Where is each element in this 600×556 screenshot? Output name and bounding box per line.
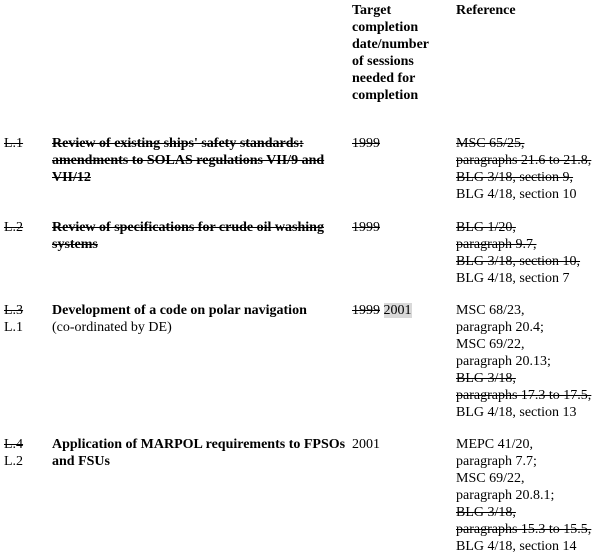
target-date [352,302,447,319]
target-date [352,436,447,453]
new-item-number: L.2 [4,454,24,469]
old-item-number: L.2 [4,220,24,235]
reference-list [456,135,600,203]
target-date [352,219,447,236]
item-subject [52,135,352,186]
reference-line: BLG 4/18, section 13 [456,405,577,420]
reference-line: paragraphs 21.6 to 21.8, [456,153,592,168]
header-reference: Reference [456,3,516,18]
reference-line: paragraph 9.7, [456,237,537,252]
item-number [4,302,44,336]
old-item-number: L.3 [4,303,24,318]
item-subject [52,302,352,336]
new-target-date: 2001 [383,303,412,318]
old-target-date: 1999 [352,220,380,235]
new-target-date: 2001 [352,437,380,452]
old-item-number: L.1 [4,136,24,151]
reference-line: paragraph 7.7; [456,454,537,469]
item-number [4,135,44,152]
reference-line: BLG 3/18, section 10, [456,254,581,269]
reference-line: BLG 4/18, section 10 [456,187,577,202]
target-date [352,135,447,152]
item-subject [52,219,352,253]
old-item-number: L.4 [4,437,24,452]
reference-list [456,219,600,287]
reference-line: BLG 1/20, [456,220,516,235]
item-title: Development of a code on polar navigation [52,303,307,318]
reference-line: BLG 3/18, section 9, [456,170,574,185]
reference-line: MSC 69/22, [456,337,525,352]
reference-line: MSC 65/25, [456,136,525,151]
reference-line: paragraphs 15.3 to 15.5, [456,522,592,537]
reference-line: BLG 4/18, section 7 [456,271,570,286]
new-item-number: L.1 [4,320,24,335]
item-number [4,219,44,236]
reference-line: BLG 3/18, [456,371,516,386]
item-title: Application of MARPOL requirements to FPSOs and FSUs [52,437,346,469]
item-title: Review of existing ships' safety standards: amendments to SOLAS regulations VII/9 and VII/12 [52,136,325,185]
reference-line: MEPC 41/20, [456,437,534,452]
reference-line: paragraph 20.8.1; [456,488,555,503]
item-note: (co-ordinated by DE) [52,320,172,335]
reference-line: paragraphs 17.3 to 17.5, [456,388,592,403]
item-subject [52,436,352,470]
item-number [4,436,44,470]
old-target-date: 1999 [352,303,380,318]
header-target-completion: Target completion date/number of sessions needed for completion [352,3,429,103]
reference-line: MSC 68/23, [456,303,525,318]
reference-line: paragraph 20.4; [456,320,544,335]
old-target-date: 1999 [352,136,380,151]
reference-line: BLG 4/18, section 14 [456,539,577,554]
reference-line: BLG 3/18, [456,505,516,520]
reference-list [456,436,600,555]
item-title: Review of specifications for crude oil washing systems [52,220,324,252]
reference-list [456,302,600,421]
reference-line: paragraph 20.13; [456,354,551,369]
reference-line: MSC 69/22, [456,471,525,486]
